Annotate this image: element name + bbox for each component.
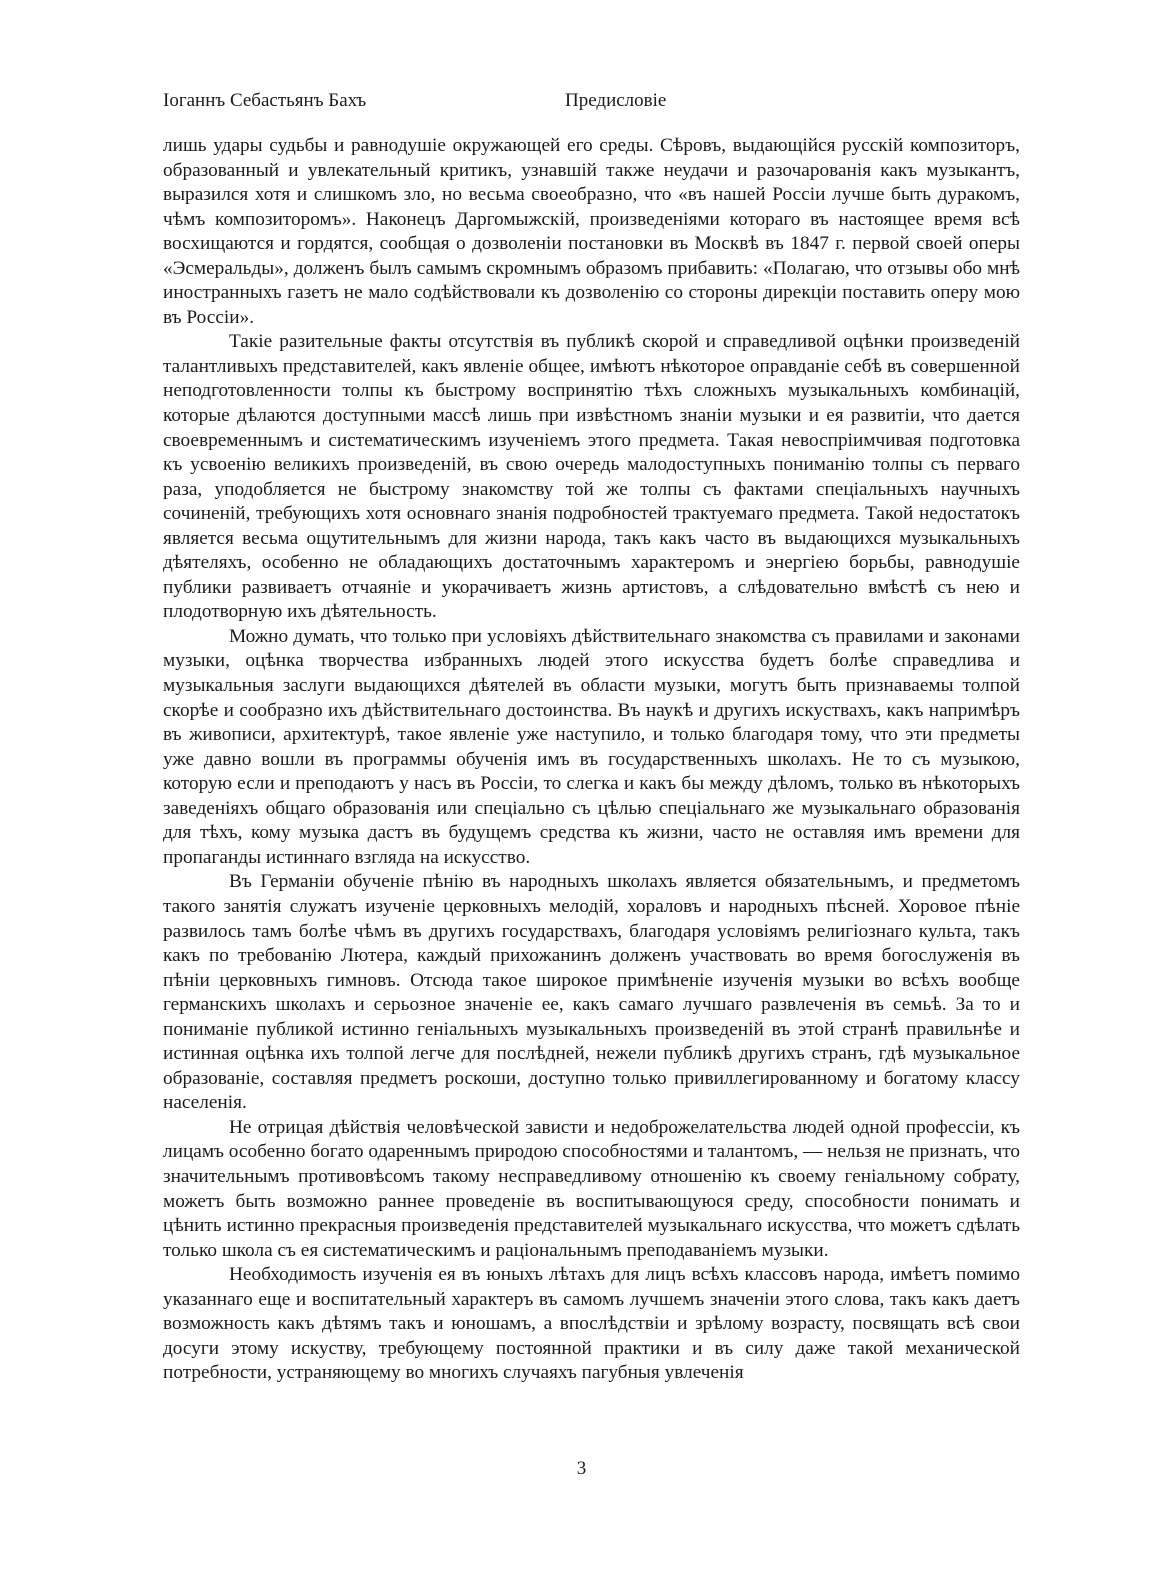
paragraph: Не отрицая дѣйствія человѣческой зависти и недоброжелательства людей одной профессіи, къ лицамъ особенно богато одареннымъ природою способностями и талантомъ, — нельзя не признать, что значительнымъ противовѣсомъ такому несправедливому отношенію къ своему геніальному собрату, можетъ быть возможно раннее проведеніе въ воспитывающуюся среду, способности понимать и цѣнить истинно прекрасныя произведенія представителей музыкальнаго искусства, что можетъ сдѣлать только школа съ ея систематическимъ и раціональнымъ преподаваніемъ музыки. (163, 1116, 1021, 1261)
header-author: Іоганнъ Себастьянъ Бахъ (163, 90, 367, 111)
paragraph-continued: лишь удары судьбы и равнодушіе окружающей его среды. Сѣровъ, выдающійся русскій композиторъ, образованный и увлекательный критикъ, узнавшій также неудачи и разочарованія какъ музыкантъ, выразился хотя и слишкомъ зло, но весьма своеобразно, что «въ нашей Россіи лучше быть дуракомъ, чѣмъ композиторомъ». Наконецъ Даргомыжскій, произведеніями котораго въ настоящее время всѣ восхищаются и гордятся, сообщая о дозволеніи постановки въ Москвѣ въ 1847 г. первой своей оперы «Эсмеральды», долженъ былъ самымъ скромнымъ образомъ прибавить: «Полагаю, что отзывы обо мнѣ иностранныхъ газетъ не мало содѣйствовали къ дозволенію со стороны дирекціи поставить оперу мою въ Россіи». (163, 135, 1020, 328)
paragraph: Можно думать, что только при условіяхъ дѣйствительнаго знакомства съ правилами и законами музыки, оцѣнка творчества избранныхъ людей этого искусства будетъ болѣе справедлива и музыкальныя заслуги выдающихся дѣятелей въ области музыки, могутъ быть признаваемы толпой скорѣе и сообразно ихъ дѣйствительнаго достоинства. Въ наукѣ и другихъ искуствахъ, какъ напримѣръ въ живописи, архитектурѣ, такое явленіе уже наступило, и только благодаря тому, что эти предметы уже давно вошли въ программы обученія имъ въ государственныхъ школахъ. Не то съ музыкою, которую если и преподаютъ у насъ въ Россіи, то слегка и какъ бы между дѣломъ, только въ нѣкоторыхъ заведеніяхъ общаго образованія или спеціально съ цѣлью спеціальнаго же музыкальнаго образованія для тѣхъ, кому музыка дастъ въ будущемъ средства къ жизни, часто не оставляя имъ времени для пропаганды истиннаго взгляда на искусство. (163, 625, 1020, 868)
paragraph: Въ Германіи обученіе пѣнію въ народныхъ школахъ является обязательнымъ, и предметомъ такого занятія служатъ изученіе церковныхъ мелодій, хораловъ и народныхъ пѣсней. Хоровое пѣніе развилось тамъ болѣе чѣмъ въ другихъ государствахъ, благодаря условіямъ религіознаго культа, такъ какъ по требованію Лютера, каждый прихожанинъ долженъ участвовать во время богослуженія въ пѣніи церковныхъ гимновъ. Отсюда такое широкое примѣненіе изученія музыки во всѣхъ вообще германскихъ школахъ и серьозное значеніе ее, какъ самаго лучшаго развлеченія въ семьѣ. За то и пониманіе публикой истинно геніальныхъ музыкальныхъ произведеній въ этой странѣ правильнѣе и истинная оцѣнка ихъ толпой легче для послѣдней, нежели публикѣ другихъ странъ, гдѣ музыкальное образованіе, составляя предметъ роскоши, доступно только привиллегированному и богатому классу населенія. (163, 871, 1020, 1114)
paragraph: Такіе разительные факты отсутствія въ публикѣ скорой и справедливой оцѣнки произведеній талантливыхъ представителей, какъ явленіе общее, имѣютъ нѣкоторое оправданіе себѣ въ совершенной неподготовленности толпы къ быстрому воспринятію тѣхъ сложныхъ музыкальныхъ комбинацій, которые дѣлаются доступными массѣ лишь при извѣстномъ знаніи музыки и ея развитіи, что дается своевременнымъ и систематическимъ изученіемъ этого предмета. Такая невоспріимчивая подготовка къ усвоенію великихъ произведеній, въ свою очередь малодоступныхъ пониманію толпы съ перваго раза, уподобляется не быстрому знакомству той же толпы съ фактами спеціальныхъ научныхъ сочиненій, требующихъ хотя основнаго знанія подробностей трактуемаго предмета. Такой недостатокъ является весьма ощутительнымъ для жизни народа, такъ какъ часто въ выдающихся музыкальныхъ дѣятеляхъ, особенно не обладающихъ достаточнымъ характеромъ и энергіею борьбы, равнодушіе публики развиваетъ отчаяніе и укорачиваетъ жизнь артистовъ, а слѣдовательно вмѣстѣ съ нею и плодотворную ихъ дѣятельность. (163, 331, 1020, 623)
header-section-title: Предисловіе (565, 90, 667, 111)
page-number: 3 (576, 1458, 587, 1479)
body-text (163, 134, 1020, 1386)
paragraph: Необходимость изученія ея въ юныхъ лѣтахъ для лицъ всѣхъ классовъ народа, имѣетъ помимо указаннаго еще и воспитательный характеръ въ самомъ лучшемъ значеніи этого слова, такъ какъ даетъ возможность какъ дѣтямъ такъ и юношамъ, а впослѣдствіи и зрѣлому возрасту, посвящать всѣ свои досуги этому искуству, требующему постоянной практики и въ силу даже такой механической потребности, устраняющему во многихъ случаяхъ пагубныя увлеченія (163, 1264, 1020, 1384)
running-header (163, 88, 1001, 114)
